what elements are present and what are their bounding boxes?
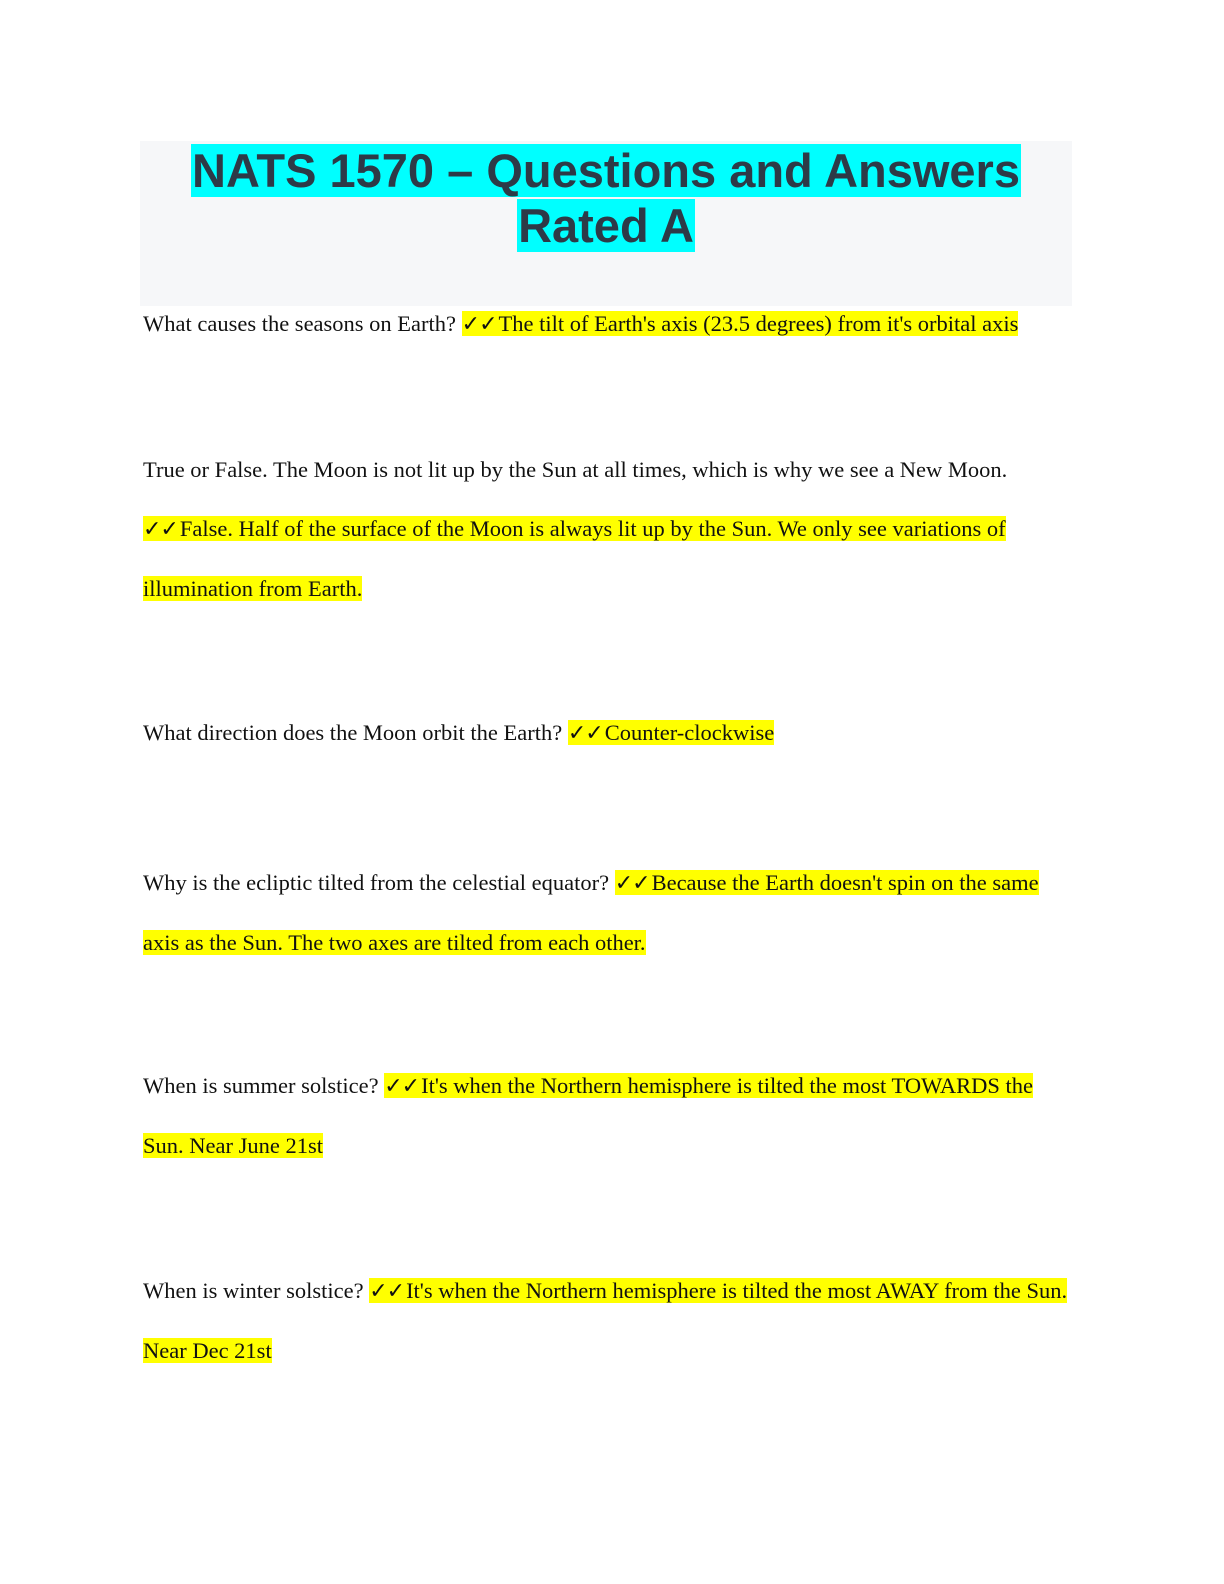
answer-body: It's when the Northern hemisphere is tilted the most TOWARDS the Sun. Near June 21st (143, 1073, 1033, 1158)
double-check-icon: ✓✓ (567, 721, 603, 746)
qa-item-moon-orbit (143, 703, 1078, 763)
question-text: When is summer solstice? (143, 1073, 379, 1098)
question-text: What direction does the Moon orbit the Earth? (143, 720, 563, 745)
title-line-1: NATS 1570 – Questions and Answers (192, 144, 1020, 197)
double-check-icon: ✓✓ (143, 517, 178, 542)
title-line-2: Rated A (518, 199, 694, 252)
answer-body: Counter-clockwise (604, 720, 775, 745)
qa-item-summer-solstice (143, 1056, 1078, 1175)
qa-item-ecliptic (143, 853, 1078, 972)
double-check-icon: ✓✓ (384, 1074, 420, 1099)
answer-text (568, 720, 774, 745)
answer-body: It's when the Northern hemisphere is tilted the most AWAY from the Sun. Near Dec 21st (143, 1278, 1068, 1363)
question-text: When is winter solstice? (143, 1278, 364, 1303)
double-check-icon: ✓✓ (614, 871, 650, 896)
document-title (140, 141, 1072, 306)
answer-text (143, 516, 1006, 601)
question-text: True or False. The Moon is not lit up by the Sun at all times, which is why we see a New Moon. (143, 457, 1008, 482)
answer-body: Because the Earth doesn't spin on the same axis as the Sun. The two axes are tilted from each other. (143, 870, 1039, 955)
qa-item-winter-solstice (143, 1261, 1078, 1380)
answer-body: False. Half of the surface of the Moon is always lit up by the Sun. We only see variations of illumination from Earth. (143, 516, 1006, 601)
qa-item-seasons (143, 294, 1078, 354)
question-text: Why is the ecliptic tilted from the celestial equator? (143, 870, 610, 895)
double-check-icon: ✓✓ (461, 312, 497, 337)
double-check-icon: ✓✓ (369, 1279, 405, 1304)
answer-body: The tilt of Earth's axis (23.5 degrees) from it's orbital axis (498, 311, 1019, 336)
answer-text (462, 311, 1019, 336)
question-text: What causes the seasons on Earth? (143, 311, 457, 336)
qa-item-moon-lit (143, 440, 1078, 618)
